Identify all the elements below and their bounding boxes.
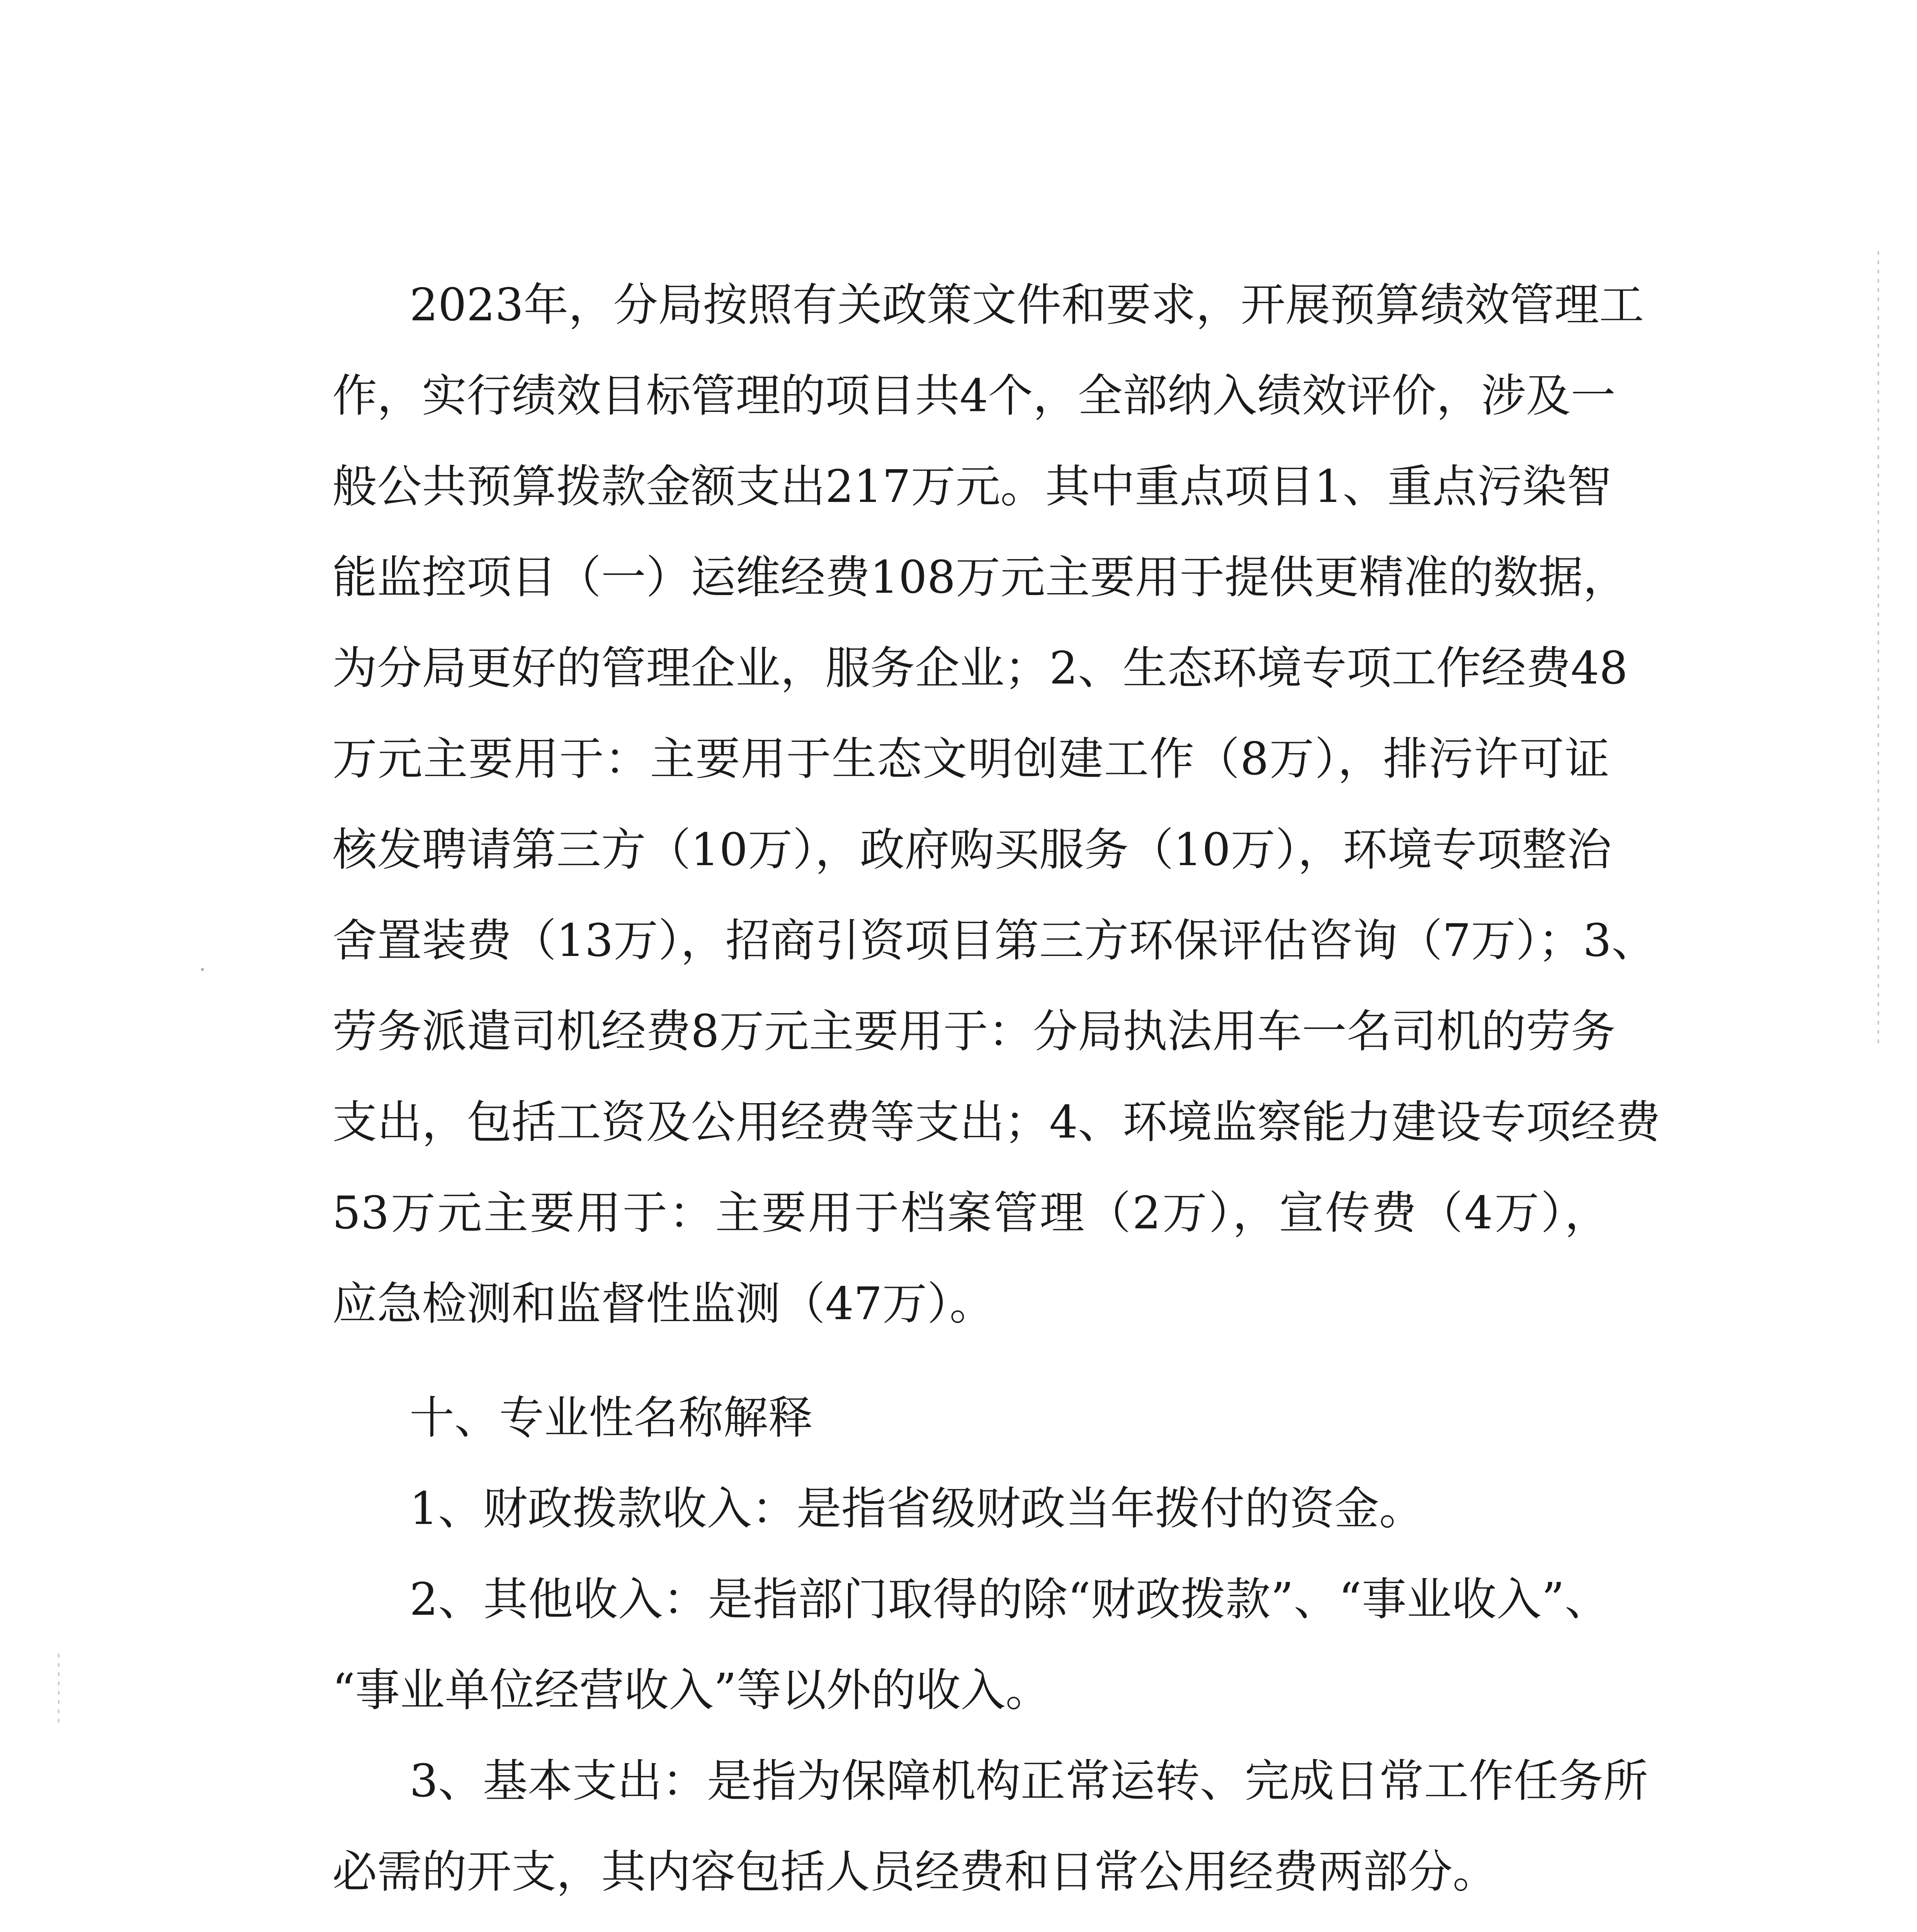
paragraph-line: 2、其他收入：是指部门取得的除“财政拨款”、“事业收入”、 xyxy=(410,1573,1609,1626)
scan-speck xyxy=(201,968,204,971)
paragraph-line: 支出，包括工资及公用经费等支出；4、环境监察能力建设专项经费 xyxy=(332,1096,1660,1148)
paragraph-line: 2023年，分局按照有关政策文件和要求，开展预算绩效管理工 xyxy=(410,279,1644,331)
scan-edge-right xyxy=(1878,251,1879,1043)
paragraph-line: 1、财政拨款收入：是指省级财政当年拨付的资金。 xyxy=(410,1483,1424,1535)
paragraph-line: 劳务派遣司机经费8万元主要用于：分局执法用车一名司机的劳务 xyxy=(332,1005,1616,1058)
paragraph-line: 必需的开支，其内容包括人员经费和日常公用经费两部分。 xyxy=(332,1846,1497,1898)
paragraph-line: 作，实行绩效目标管理的项目共4个，全部纳入绩效评价，涉及一 xyxy=(332,370,1616,422)
scan-edge-left-1 xyxy=(58,1654,59,1723)
paragraph-line: 般公共预算拨款金额支出217万元。其中重点项目1、重点污染智 xyxy=(332,461,1612,513)
paragraph-line: 53万元主要用于：主要用于档案管理（2万），宣传费（4万）， xyxy=(332,1187,1609,1239)
paragraph-line: 为分局更好的管理企业，服务企业；2、生态环境专项工作经费48 xyxy=(332,642,1628,694)
section-heading: 十、专业性名称解释 xyxy=(410,1392,813,1444)
paragraph-line: 舍置装费（13万），招商引资项目第三方环保评估咨询（7万）；3、 xyxy=(332,915,1657,967)
paragraph-line: 能监控项目（一）运维经费108万元主要用于提供更精准的数据， xyxy=(332,551,1628,604)
paragraph-line: 应急检测和监督性监测（47万）。 xyxy=(332,1278,994,1330)
paragraph-line: “事业单位经营收入”等以外的收入。 xyxy=(332,1664,1050,1716)
paragraph-line: 核发聘请第三方（10万），政府购买服务（10万），环境专项整治 xyxy=(332,824,1612,876)
paragraph-line: 万元主要用于：主要用于生态文明创建工作（8万），排污许可证 xyxy=(332,733,1609,785)
paragraph-line: 3、基本支出：是指为保障机构正常运转、完成日常工作任务所 xyxy=(410,1755,1648,1807)
